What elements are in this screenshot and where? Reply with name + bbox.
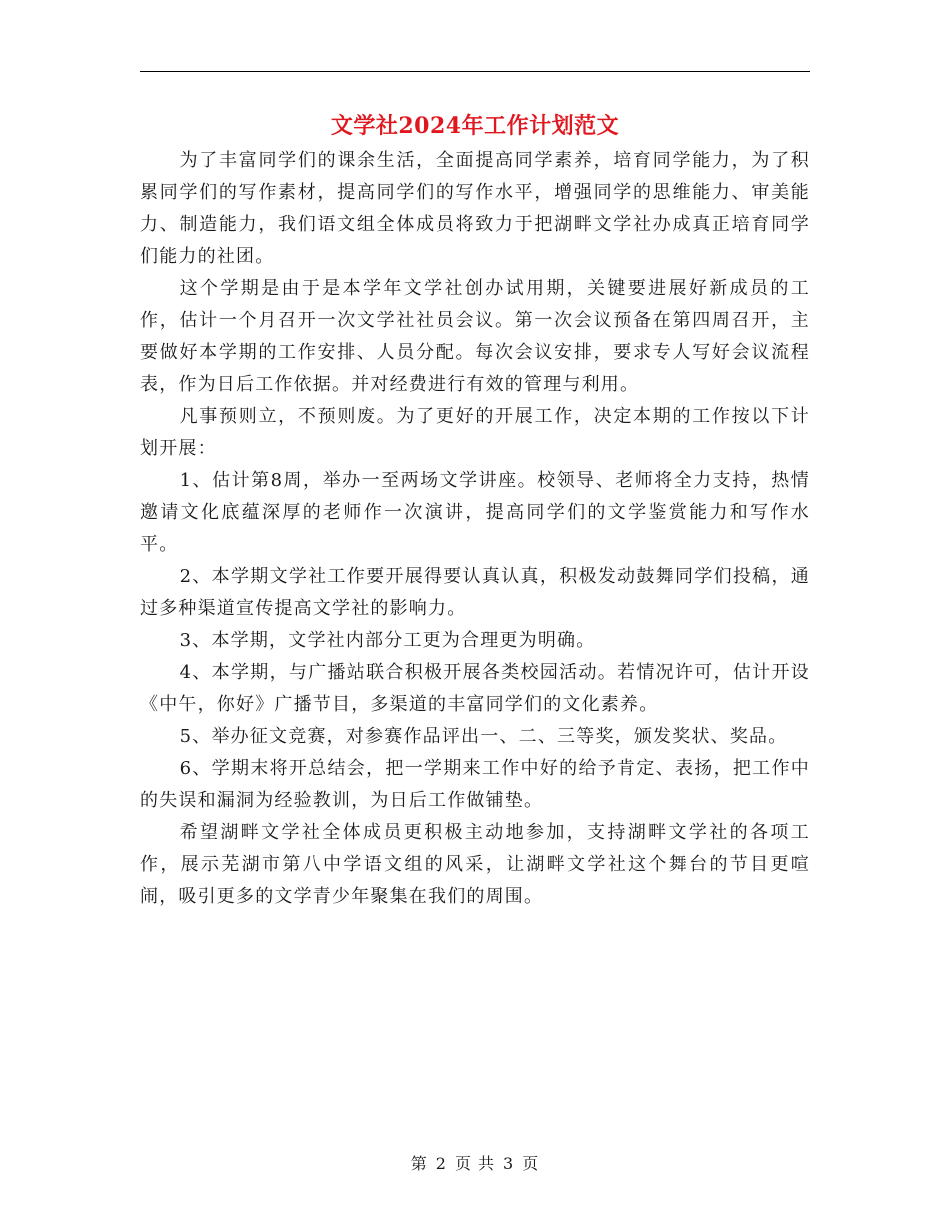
paragraph-intro: 为了丰富同学们的课余生活，全面提高同学素养，培育同学能力，为了积累同学们的写作素材，提高同学们的写作水平，增强同学的思维能力、审美能力、制造能力，我们语文组全体成员将致力于把湖畔文学社办成真正培育同学们能力的社团。: [140, 150, 810, 267]
plan-item-2: 2、本学期文学社工作要开展得要认真认真，积极发动鼓舞同学们投稿，通过多种渠道宣传提高文学社的影响力。: [140, 566, 810, 619]
footer-prefix: 第: [410, 1154, 428, 1173]
plan-item-5: 5、举办征文竞赛，对参赛作品评出一、二、三等奖，颁发奖状、奖品。: [179, 726, 788, 747]
header-rule: [140, 71, 810, 72]
paragraph-closing: 希望湖畔文学社全体成员更积极主动地参加，支持湖畔文学社的各项工作，展示芜湖市第八中学语文组的风采，让湖畔文学社这个舞台的节目更喧闹，吸引更多的文学青少年聚集在我们的周围。: [140, 822, 810, 907]
footer-suffix: 页: [522, 1154, 540, 1173]
plan-item-4: 4、本学期，与广播站联合积极开展各类校园活动。若情况许可，估计开设《中午，你好》广播节目，多渠道的丰富同学们的文化素养。: [140, 662, 810, 715]
plan-item-3: 3、本学期，文学社内部分工更为合理更为明确。: [179, 630, 596, 651]
document-body: [140, 145, 810, 913]
footer-total-pages: 3: [503, 1154, 515, 1173]
footer-current-page: 2: [435, 1154, 447, 1173]
document-title: 文学社2024年工作计划范文: [330, 113, 620, 139]
paragraph-plan-intro: 凡事预则立，不预则废。为了更好的开展工作，决定本期的工作按以下计划开展：: [140, 406, 810, 459]
footer-middle: 页 共: [454, 1154, 496, 1173]
page-footer: [0, 1152, 950, 1176]
plan-item-1: 1、估计第8周，举办一至两场文学讲座。校领导、老师将全力支持，热情邀请文化底蕴深厚的老师作一次演讲，提高同学们的文学鉴赏能力和写作水平。: [140, 470, 810, 555]
plan-item-6: 6、学期末将开总结会，把一学期来工作中好的给予肯定、表扬，把工作中的失误和漏洞为经验教训，为日后工作做铺垫。: [140, 758, 810, 811]
paragraph-semester: 这个学期是由于是本学年文学社创办试用期，关键要进展好新成员的工作，估计一个月召开一次文学社社员会议。第一次会议预备在第四周召开，主要做好本学期的工作安排、人员分配。每次会议安排，要求专人写好会议流程表，作为日后工作依据。并对经费进行有效的管理与利用。: [140, 278, 810, 395]
